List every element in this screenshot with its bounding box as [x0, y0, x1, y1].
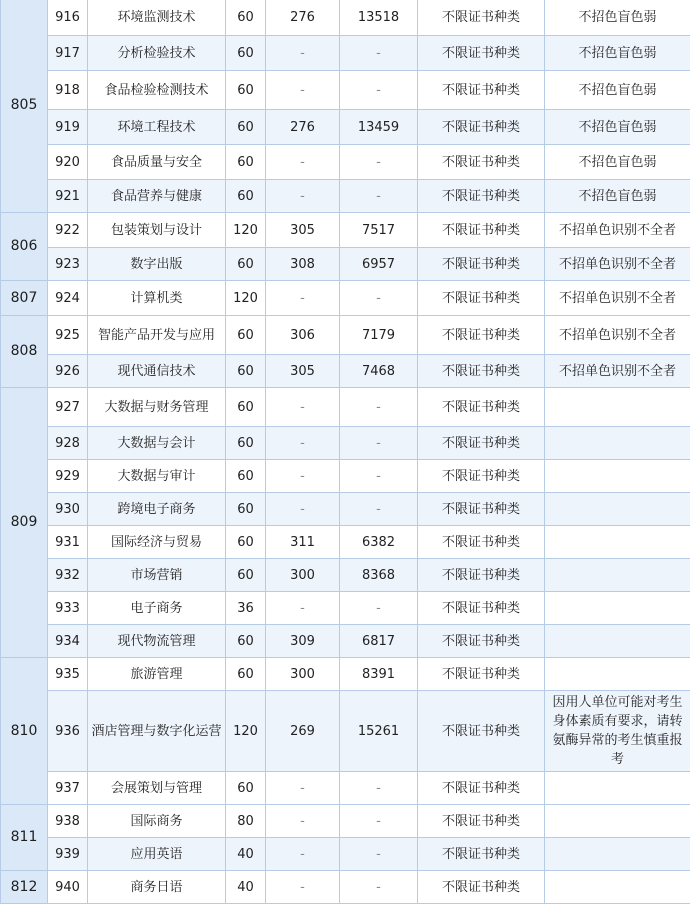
- major-name-cell: 跨境电子商务: [88, 493, 226, 526]
- min-score-cell: 305: [266, 355, 340, 388]
- certificate-cell: 不限证书种类: [418, 355, 545, 388]
- remark-cell: [545, 871, 690, 904]
- table-row: [1, 0, 690, 36]
- major-name-cell: 计算机类: [88, 281, 226, 316]
- table-row: [1, 838, 690, 871]
- remark-cell: [545, 388, 690, 427]
- remark-cell: 不招单色识别不全者: [545, 316, 690, 355]
- major-name-cell: 现代物流管理: [88, 625, 226, 658]
- major-name-cell: 智能产品开发与应用: [88, 316, 226, 355]
- min-rank-cell: 13459: [340, 110, 418, 145]
- certificate-cell: 不限证书种类: [418, 388, 545, 427]
- major-name-cell: 国际经济与贸易: [88, 526, 226, 559]
- remark-cell: [545, 559, 690, 592]
- plan-count-cell: 60: [226, 180, 266, 213]
- certificate-cell: 不限证书种类: [418, 460, 545, 493]
- major-name-cell: 会展策划与管理: [88, 772, 226, 805]
- remark-cell: [545, 772, 690, 805]
- min-rank-cell: 7517: [340, 213, 418, 248]
- certificate-cell: 不限证书种类: [418, 772, 545, 805]
- min-rank-cell: 6382: [340, 526, 418, 559]
- group-code-cell: 807: [1, 281, 48, 316]
- remark-cell: 不招色盲色弱: [545, 71, 690, 110]
- group-code-cell: 805: [1, 0, 48, 213]
- major-number-cell: 924: [48, 281, 88, 316]
- table-row: [1, 427, 690, 460]
- remark-cell: 不招色盲色弱: [545, 0, 690, 36]
- major-number-cell: 935: [48, 658, 88, 691]
- major-number-cell: 931: [48, 526, 88, 559]
- min-score-cell: 276: [266, 0, 340, 36]
- table-row: [1, 592, 690, 625]
- min-rank-cell: 8391: [340, 658, 418, 691]
- major-name-cell: 环境监测技术: [88, 0, 226, 36]
- certificate-cell: 不限证书种类: [418, 180, 545, 213]
- min-score-cell: -: [266, 388, 340, 427]
- plan-count-cell: 60: [226, 772, 266, 805]
- remark-cell: 不招单色识别不全者: [545, 355, 690, 388]
- remark-cell: [545, 427, 690, 460]
- min-rank-cell: 13518: [340, 0, 418, 36]
- min-rank-cell: -: [340, 71, 418, 110]
- major-number-cell: 938: [48, 805, 88, 838]
- remark-cell: 因用人单位可能对考生身体素质有要求，请转氨酶异常的考生慎重报考: [545, 691, 690, 772]
- min-score-cell: 276: [266, 110, 340, 145]
- major-number-cell: 922: [48, 213, 88, 248]
- major-name-cell: 环境工程技术: [88, 110, 226, 145]
- certificate-cell: 不限证书种类: [418, 36, 545, 71]
- plan-count-cell: 60: [226, 427, 266, 460]
- major-number-cell: 925: [48, 316, 88, 355]
- certificate-cell: 不限证书种类: [418, 71, 545, 110]
- min-rank-cell: -: [340, 592, 418, 625]
- major-name-cell: 分析检验技术: [88, 36, 226, 71]
- certificate-cell: 不限证书种类: [418, 526, 545, 559]
- certificate-cell: 不限证书种类: [418, 248, 545, 281]
- plan-count-cell: 60: [226, 71, 266, 110]
- min-score-cell: -: [266, 36, 340, 71]
- min-rank-cell: -: [340, 388, 418, 427]
- min-score-cell: 311: [266, 526, 340, 559]
- min-score-cell: -: [266, 180, 340, 213]
- table-row: [1, 625, 690, 658]
- certificate-cell: 不限证书种类: [418, 592, 545, 625]
- certificate-cell: 不限证书种类: [418, 691, 545, 772]
- plan-count-cell: 60: [226, 460, 266, 493]
- remark-cell: [545, 493, 690, 526]
- plan-count-cell: 80: [226, 805, 266, 838]
- plan-count-cell: 60: [226, 316, 266, 355]
- remark-cell: 不招单色识别不全者: [545, 213, 690, 248]
- plan-count-cell: 60: [226, 388, 266, 427]
- major-name-cell: 现代通信技术: [88, 355, 226, 388]
- major-number-cell: 936: [48, 691, 88, 772]
- remark-cell: [545, 658, 690, 691]
- min-rank-cell: -: [340, 772, 418, 805]
- plan-count-cell: 60: [226, 355, 266, 388]
- group-code-cell: 812: [1, 871, 48, 904]
- plan-count-cell: 120: [226, 213, 266, 248]
- table-row: [1, 388, 690, 427]
- min-rank-cell: -: [340, 427, 418, 460]
- major-number-cell: 930: [48, 493, 88, 526]
- min-score-cell: 305: [266, 213, 340, 248]
- plan-count-cell: 40: [226, 838, 266, 871]
- major-number-cell: 917: [48, 36, 88, 71]
- table-row: [1, 691, 690, 772]
- major-name-cell: 食品营养与健康: [88, 180, 226, 213]
- major-name-cell: 大数据与会计: [88, 427, 226, 460]
- table-row: [1, 871, 690, 904]
- table-row: [1, 71, 690, 110]
- certificate-cell: 不限证书种类: [418, 838, 545, 871]
- major-name-cell: 商务日语: [88, 871, 226, 904]
- min-rank-cell: -: [340, 838, 418, 871]
- major-number-cell: 927: [48, 388, 88, 427]
- min-rank-cell: -: [340, 805, 418, 838]
- major-name-cell: 电子商务: [88, 592, 226, 625]
- certificate-cell: 不限证书种类: [418, 145, 545, 180]
- group-code-cell: 806: [1, 213, 48, 281]
- table-row: [1, 493, 690, 526]
- major-number-cell: 939: [48, 838, 88, 871]
- major-number-cell: 932: [48, 559, 88, 592]
- major-number-cell: 937: [48, 772, 88, 805]
- certificate-cell: 不限证书种类: [418, 427, 545, 460]
- min-rank-cell: -: [340, 281, 418, 316]
- table-row: [1, 316, 690, 355]
- major-name-cell: 大数据与审计: [88, 460, 226, 493]
- certificate-cell: 不限证书种类: [418, 493, 545, 526]
- table-row: [1, 526, 690, 559]
- remark-cell: 不招色盲色弱: [545, 145, 690, 180]
- min-score-cell: 309: [266, 625, 340, 658]
- table-row: [1, 355, 690, 388]
- min-rank-cell: -: [340, 36, 418, 71]
- remark-cell: 不招单色识别不全者: [545, 281, 690, 316]
- remark-cell: 不招单色识别不全者: [545, 248, 690, 281]
- group-code-cell: 808: [1, 316, 48, 388]
- major-number-cell: 940: [48, 871, 88, 904]
- major-number-cell: 929: [48, 460, 88, 493]
- min-score-cell: -: [266, 71, 340, 110]
- min-score-cell: -: [266, 871, 340, 904]
- major-number-cell: 921: [48, 180, 88, 213]
- remark-cell: 不招色盲色弱: [545, 36, 690, 71]
- major-number-cell: 928: [48, 427, 88, 460]
- plan-count-cell: 60: [226, 110, 266, 145]
- table-row: [1, 460, 690, 493]
- min-rank-cell: -: [340, 460, 418, 493]
- plan-count-cell: 60: [226, 248, 266, 281]
- min-score-cell: -: [266, 145, 340, 180]
- major-name-cell: 包装策划与设计: [88, 213, 226, 248]
- remark-cell: [545, 805, 690, 838]
- major-number-cell: 933: [48, 592, 88, 625]
- certificate-cell: 不限证书种类: [418, 0, 545, 36]
- major-number-cell: 919: [48, 110, 88, 145]
- min-rank-cell: 8368: [340, 559, 418, 592]
- table-row: [1, 110, 690, 145]
- group-code-cell: 809: [1, 388, 48, 658]
- plan-count-cell: 120: [226, 691, 266, 772]
- plan-count-cell: 120: [226, 281, 266, 316]
- certificate-cell: 不限证书种类: [418, 110, 545, 145]
- certificate-cell: 不限证书种类: [418, 871, 545, 904]
- table-row: [1, 248, 690, 281]
- table-row: [1, 805, 690, 838]
- major-name-cell: 食品检验检测技术: [88, 71, 226, 110]
- min-score-cell: -: [266, 493, 340, 526]
- certificate-cell: 不限证书种类: [418, 559, 545, 592]
- plan-count-cell: 60: [226, 559, 266, 592]
- min-score-cell: -: [266, 460, 340, 493]
- certificate-cell: 不限证书种类: [418, 625, 545, 658]
- min-rank-cell: -: [340, 145, 418, 180]
- major-name-cell: 旅游管理: [88, 658, 226, 691]
- remark-cell: 不招色盲色弱: [545, 110, 690, 145]
- min-rank-cell: -: [340, 493, 418, 526]
- min-score-cell: 269: [266, 691, 340, 772]
- min-rank-cell: 6817: [340, 625, 418, 658]
- min-score-cell: 300: [266, 658, 340, 691]
- plan-count-cell: 60: [226, 493, 266, 526]
- min-rank-cell: 6957: [340, 248, 418, 281]
- plan-count-cell: 60: [226, 0, 266, 36]
- major-number-cell: 934: [48, 625, 88, 658]
- table-row: [1, 281, 690, 316]
- group-code-cell: 810: [1, 658, 48, 805]
- remark-cell: [545, 625, 690, 658]
- major-name-cell: 食品质量与安全: [88, 145, 226, 180]
- major-number-cell: 920: [48, 145, 88, 180]
- major-number-cell: 916: [48, 0, 88, 36]
- remark-cell: [545, 526, 690, 559]
- group-code-cell: 811: [1, 805, 48, 871]
- major-name-cell: 数字出版: [88, 248, 226, 281]
- plan-count-cell: 40: [226, 871, 266, 904]
- major-number-cell: 923: [48, 248, 88, 281]
- remark-cell: 不招色盲色弱: [545, 180, 690, 213]
- certificate-cell: 不限证书种类: [418, 805, 545, 838]
- min-rank-cell: 7179: [340, 316, 418, 355]
- major-name-cell: 市场营销: [88, 559, 226, 592]
- major-number-cell: 918: [48, 71, 88, 110]
- certificate-cell: 不限证书种类: [418, 213, 545, 248]
- major-name-cell: 大数据与财务管理: [88, 388, 226, 427]
- table-row: [1, 213, 690, 248]
- min-score-cell: 306: [266, 316, 340, 355]
- table-row: [1, 180, 690, 213]
- plan-count-cell: 60: [226, 658, 266, 691]
- min-score-cell: -: [266, 427, 340, 460]
- min-score-cell: -: [266, 281, 340, 316]
- min-rank-cell: -: [340, 871, 418, 904]
- table-row: [1, 772, 690, 805]
- table-row: [1, 36, 690, 71]
- certificate-cell: 不限证书种类: [418, 658, 545, 691]
- certificate-cell: 不限证书种类: [418, 281, 545, 316]
- remark-cell: [545, 592, 690, 625]
- min-score-cell: -: [266, 592, 340, 625]
- min-rank-cell: -: [340, 180, 418, 213]
- min-score-cell: -: [266, 838, 340, 871]
- table-row: [1, 145, 690, 180]
- table-row: [1, 559, 690, 592]
- min-score-cell: 300: [266, 559, 340, 592]
- min-rank-cell: 7468: [340, 355, 418, 388]
- table-row: [1, 658, 690, 691]
- plan-count-cell: 60: [226, 526, 266, 559]
- table-body: [1, 0, 690, 904]
- plan-count-cell: 60: [226, 145, 266, 180]
- major-name-cell: 应用英语: [88, 838, 226, 871]
- major-name-cell: 酒店管理与数字化运营: [88, 691, 226, 772]
- min-rank-cell: 15261: [340, 691, 418, 772]
- certificate-cell: 不限证书种类: [418, 316, 545, 355]
- major-number-cell: 926: [48, 355, 88, 388]
- major-name-cell: 国际商务: [88, 805, 226, 838]
- min-score-cell: 308: [266, 248, 340, 281]
- min-score-cell: -: [266, 805, 340, 838]
- plan-count-cell: 60: [226, 625, 266, 658]
- remark-cell: [545, 838, 690, 871]
- remark-cell: [545, 460, 690, 493]
- plan-count-cell: 60: [226, 36, 266, 71]
- plan-count-cell: 36: [226, 592, 266, 625]
- min-score-cell: -: [266, 772, 340, 805]
